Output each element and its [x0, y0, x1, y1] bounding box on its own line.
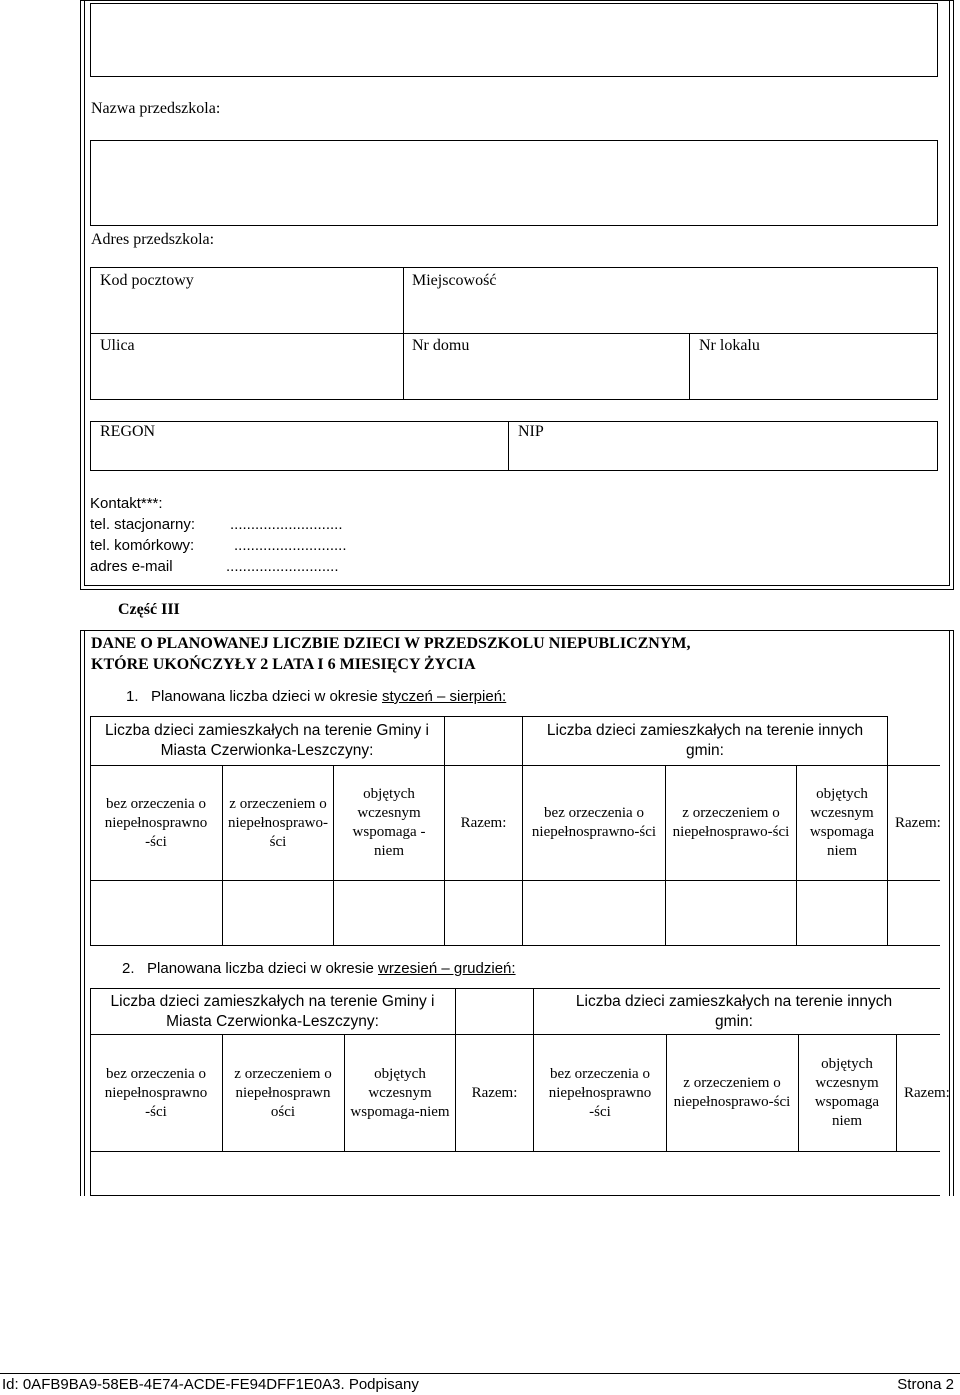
part3-title: Część III [118, 601, 180, 618]
phone-label: tel. stacjonarny: [90, 516, 196, 533]
sec1-title [126, 687, 506, 707]
email-value[interactable]: ........................... [226, 558, 339, 575]
part3-heading-line2: KTÓRE UKOŃCZYŁY 2 LATA I 6 MIESIĘCY ŻYCIA [91, 656, 476, 673]
sec1-col-early-support-other: objętych wczesnym wspomaga niem [809, 786, 875, 859]
house-number-label: Nr domu [412, 337, 470, 354]
page-footer [0, 1373, 960, 1395]
sec1-bottom-line [90, 945, 940, 946]
mobile-value[interactable]: ........................... [234, 537, 347, 554]
sec2-group-right: Liczba dzieci zamieszkałych na terenie innych gmin: [575, 993, 893, 1030]
sec1-divider [887, 765, 888, 946]
street-field[interactable] [90, 333, 404, 400]
sec2-col-no-cert-other: bez orzeczenia o niepełnosprawno -ści [548, 1065, 652, 1120]
contact-title: Kontakt***: [90, 495, 163, 512]
sec1-col-no-cert: bez orzeczenia o niepełnosprawno -ści [104, 795, 208, 850]
sec2-period: wrzesień – grudzień: [377, 960, 516, 977]
sec1-divider [222, 765, 223, 946]
sec1-col-cert-other: z orzeczeniem o niepełnosprawo-ści [672, 805, 790, 840]
sec1-divider [444, 716, 445, 766]
sec2-col-total: Razem: [471, 1084, 518, 1101]
sec1-period: styczeń – sierpień: [381, 688, 507, 705]
document-id: Id: 0AFB9BA9-58EB-4E74-ACDE-FE94DFF1E0A3. Podpisany [2, 1376, 419, 1393]
sec2-title [122, 959, 516, 979]
mobile-label: tel. komórkowy: [90, 537, 195, 554]
sec1-divider [522, 765, 523, 946]
sec1-group-left: Liczba dzieci zamieszkałych na terenie Gminy i Miasta Czerwionka-Leszczyny: [105, 722, 429, 759]
nip-field[interactable] [508, 421, 938, 471]
sec1-col-total-other: Razem: [895, 814, 941, 831]
street-label: Ulica [100, 337, 135, 354]
sec1-header-line [90, 880, 940, 881]
sec2-col-early-support: objętych wczesnym wspomaga-niem [350, 1065, 450, 1120]
email-label: adres e-mail [90, 558, 173, 575]
sec2-col-cert-other: z orzeczeniem o niepełnosprawo-ści [673, 1075, 791, 1110]
sec2-divider [798, 1034, 799, 1152]
name-input-box[interactable] [90, 3, 938, 77]
name-label: Nazwa przedszkola: [91, 100, 221, 117]
sec2-col-early-support-other: objętych wczesnym wspomaga niem [814, 1056, 880, 1129]
sec2-divider [896, 1034, 897, 1152]
regon-label: REGON [100, 423, 156, 440]
page-number: Strona 2 [897, 1376, 954, 1393]
part3-heading-line1: DANE O PLANOWANEJ LICZBIE DZIECI W PRZEDSZKOLU NIEPUBLICZNYM, [91, 635, 691, 652]
sec1-divider [796, 765, 797, 946]
sec1-col-early-support: objętych wczesnym wspomaga -niem [352, 786, 426, 859]
sec2-header-line [90, 1151, 940, 1152]
sec2-group-left: Liczba dzieci zamieszkałych na terenie Gminy i Miasta Czerwionka-Leszczyny: [110, 993, 435, 1030]
phone-value[interactable]: ........................... [230, 516, 343, 533]
address-label: Adres przedszkola: [91, 231, 215, 248]
sec1-col-cert: z orzeczeniem o niepełnosprawo-ści [228, 795, 328, 850]
sec2-divider [666, 1034, 667, 1152]
sec1-divider [333, 765, 334, 946]
sec1-col-total: Razem: [460, 814, 507, 831]
postal-code-label: Kod pocztowy [100, 272, 194, 289]
sec2-col-cert: z orzeczeniem o niepełnosprawn ości [234, 1065, 332, 1120]
flat-number-label: Nr lokalu [699, 337, 760, 354]
sec1-group-right: Liczba dzieci zamieszkałych na terenie innych gmin: [546, 722, 864, 759]
sec2-divider [533, 1034, 534, 1152]
nip-label: NIP [518, 423, 544, 440]
sec2-divider [222, 1034, 223, 1152]
sec1-text: Planowana liczba dzieci w okresie [151, 688, 382, 705]
sec1-col-no-cert-other: bez orzeczenia o niepełnosprawno-ści [531, 805, 657, 840]
sec2-col-total-other: Razem: [904, 1084, 950, 1101]
sec2-number: 2. [122, 960, 135, 977]
address-input-box[interactable] [90, 140, 938, 226]
city-label: Miejscowość [412, 272, 497, 289]
sec2-col-no-cert: bez orzeczenia o niepełnosprawno -ści [104, 1065, 208, 1120]
sec2-divider [344, 1034, 345, 1152]
sec2-text: Planowana liczba dzieci w okresie [147, 960, 378, 977]
sec1-number: 1. [126, 688, 139, 705]
sec2-divider [455, 988, 456, 1035]
sec1-divider [665, 765, 666, 946]
